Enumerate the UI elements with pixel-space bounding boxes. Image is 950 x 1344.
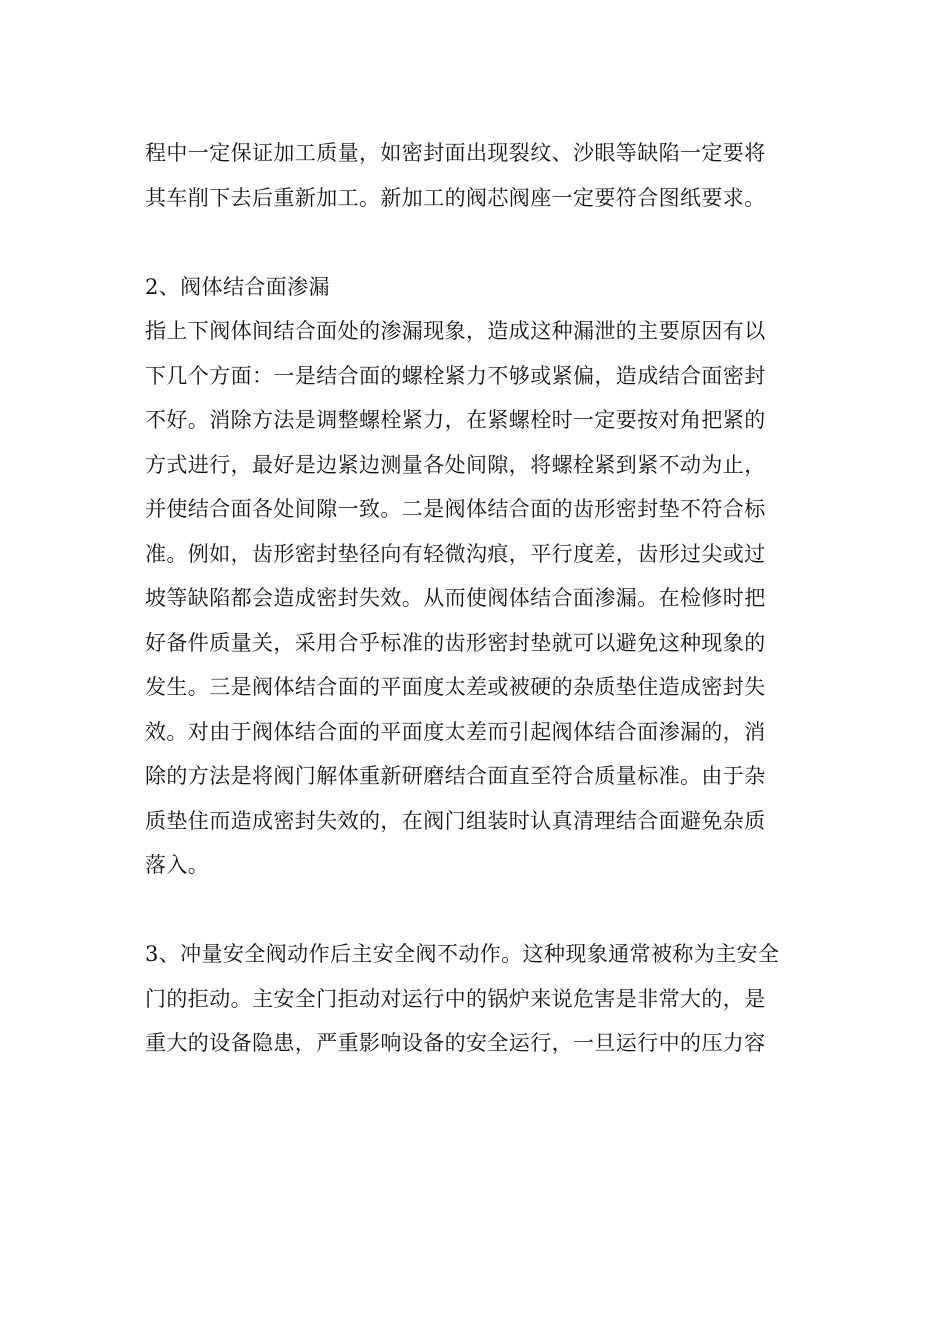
text-line: 好备件质量关，采用合乎标准的齿形密封垫就可以避免这种现象的 (145, 630, 766, 655)
text-line: 质垫住而造成密封失效的，在阀门组装时认真清理结合面避免杂质 (145, 808, 766, 833)
text-line: 方式进行，最好是边紧边测量各处间隙，将螺栓紧到紧不动为止， (145, 452, 766, 477)
paragraph-gap (145, 220, 805, 265)
text-line: 除的方法是将阀门解体重新研磨结合面直至符合质量标准。由于杂 (145, 764, 766, 788)
section-heading: 2、阀体结合面渗漏 (145, 274, 330, 299)
text-line: 并使结合面各处间隙一致。二是阀体结合面的齿形密封垫不符合标 (145, 497, 766, 521)
text-line: 其车削下去后重新加工。新加工的阀芯阀座一定要符合图纸要求。 (145, 185, 766, 210)
text-line: 下几个方面：一是结合面的螺栓紧力不够或紧偏，造成结合面密封 (145, 363, 766, 388)
text-line: 程中一定保证加工质量，如密封面出现裂纹、沙眼等缺陷一定要将 (145, 141, 766, 165)
text-line: 效。对由于阀体结合面的平面度太差而引起阀体结合面渗漏的，消 (145, 719, 766, 744)
text-line: 发生。三是阀体结合面的平面度太差或被硬的杂质垫住造成密封失 (145, 675, 766, 699)
text-line: 落入。 (145, 853, 210, 877)
text-line: 坡等缺陷都会造成密封失效。从而使阀体结合面渗漏。在检修时把 (145, 586, 766, 610)
document-body (145, 131, 805, 1066)
text-line: 重大的设备隐患，严重影响设备的安全运行，一旦运行中的压力容 (145, 1031, 766, 1055)
paragraph-1 (145, 131, 805, 220)
text-line: 不好。消除方法是调整螺栓紧力，在紧螺栓时一定要按对角把紧的 (145, 408, 766, 432)
section-3 (145, 932, 805, 1066)
text-line: 指上下阀体间结合面处的渗漏现象，造成这种漏泄的主要原因有以 (145, 319, 766, 343)
text-line: 门的拒动。主安全门拒动对运行中的锅炉来说危害是非常大的，是 (145, 986, 766, 1011)
section-2 (145, 265, 805, 888)
text-line: 准。例如，齿形密封垫径向有轻微沟痕，平行度差，齿形过尖或过 (145, 541, 766, 566)
paragraph-gap (145, 888, 805, 933)
text-line: 3、冲量安全阀动作后主安全阀不动作。这种现象通常被称为主安全 (145, 942, 780, 966)
